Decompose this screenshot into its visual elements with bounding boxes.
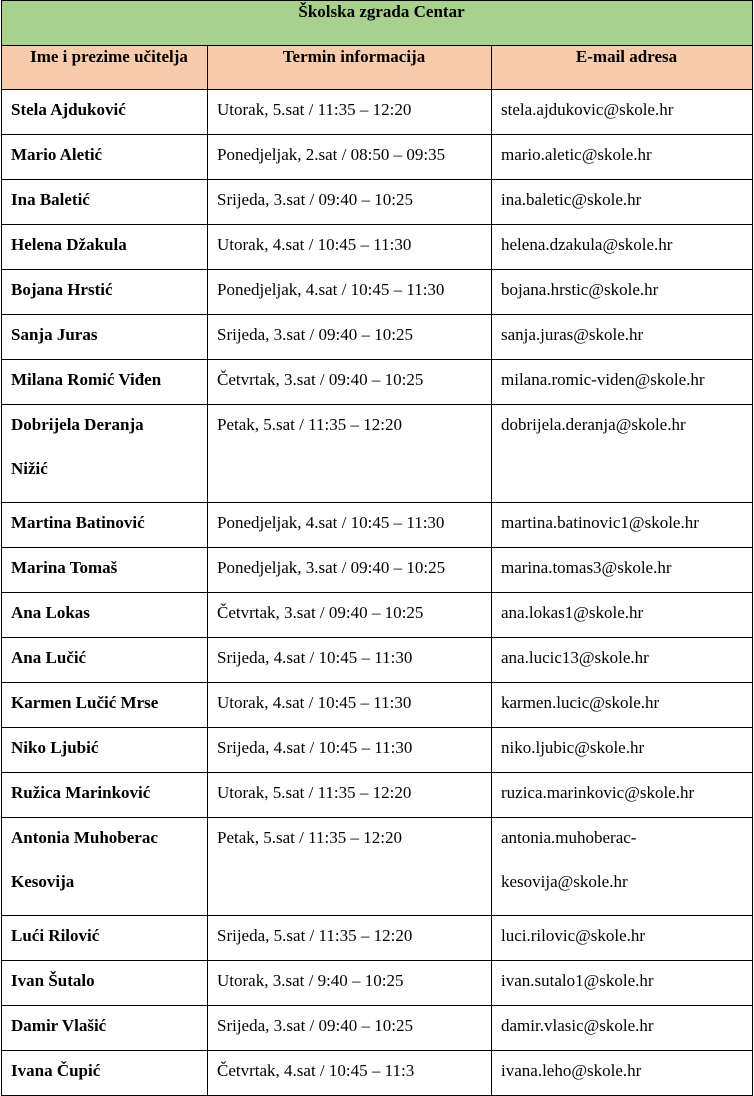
teacher-name-cell [2, 270, 208, 315]
consultation-term-cell [208, 360, 492, 405]
consultation-term-cell [208, 270, 492, 315]
consultation-term-text: Četvrtak, 3.sat / 09:40 – 10:25 [217, 370, 424, 389]
consultation-term-text: Srijeda, 3.sat / 09:40 – 10:25 [217, 1016, 413, 1035]
email-address-text: kesovija@skole.hr [501, 872, 628, 891]
table-row [2, 225, 753, 270]
email-address-text: helena.dzakula@skole.hr [501, 235, 673, 254]
consultation-term-text: Srijeda, 4.sat / 10:45 – 11:30 [217, 648, 413, 667]
table-row [2, 728, 753, 773]
consultation-term-text: Utorak, 4.sat / 10:45 – 11:30 [217, 693, 412, 712]
consultation-term-text: Srijeda, 4.sat / 10:45 – 11:30 [217, 738, 413, 757]
teacher-name-text: Helena Džakula [11, 235, 127, 254]
email-address-text: ana.lucic13@skole.hr [501, 648, 649, 667]
table-body [2, 90, 753, 1096]
teacher-name-cell [2, 225, 208, 270]
table-row [2, 593, 753, 638]
consultation-term-cell [208, 405, 492, 503]
consultation-term-cell [208, 683, 492, 728]
consultation-term-cell [208, 593, 492, 638]
table-row [2, 818, 753, 916]
teacher-name-text: Marina Tomaš [11, 558, 118, 577]
column-header-email: E-mail adresa [492, 46, 753, 90]
teacher-name-text: Ana Lučić [11, 648, 87, 667]
table-row [2, 270, 753, 315]
consultation-term-text: Srijeda, 5.sat / 11:35 – 12:20 [217, 926, 413, 945]
email-address-text: mario.aletic@skole.hr [501, 145, 652, 164]
email-cell [492, 360, 753, 405]
email-address-text: bojana.hrstic@skole.hr [501, 280, 659, 299]
teacher-name-cell [2, 1006, 208, 1051]
email-cell [492, 728, 753, 773]
consultation-term-text: Utorak, 5.sat / 11:35 – 12:20 [217, 100, 412, 119]
consultation-term-text: Četvrtak, 4.sat / 10:45 – 11:3 [217, 1061, 415, 1080]
table-row [2, 180, 753, 225]
teacher-name-text: Bojana Hrstić [11, 280, 113, 299]
teacher-name-cell [2, 1051, 208, 1096]
teacher-name-cell [2, 180, 208, 225]
teacher-name-cell [2, 315, 208, 360]
email-address-text: ivana.leho@skole.hr [501, 1061, 642, 1080]
teacher-name-cell [2, 818, 208, 916]
consultation-term-cell [208, 315, 492, 360]
email-cell [492, 180, 753, 225]
email-address-text: damir.vlasic@skole.hr [501, 1016, 654, 1035]
email-cell [492, 961, 753, 1006]
teacher-name-text: Lući Rilović [11, 926, 100, 945]
consultation-term-text: Ponedjeljak, 3.sat / 09:40 – 10:25 [217, 558, 446, 577]
teacher-name-text: Karmen Lučić Mrse [11, 693, 159, 712]
consultation-term-cell [208, 773, 492, 818]
email-cell [492, 315, 753, 360]
column-header-name: Ime i prezime učitelja [2, 46, 208, 90]
teacher-name-cell [2, 683, 208, 728]
consultation-term-cell [208, 135, 492, 180]
email-cell [492, 1006, 753, 1051]
email-cell [492, 405, 753, 503]
consultation-term-cell [208, 180, 492, 225]
consultation-term-text: Utorak, 3.sat / 9:40 – 10:25 [217, 971, 404, 990]
email-address-text: ana.lokas1@skole.hr [501, 603, 644, 622]
email-cell [492, 638, 753, 683]
consultation-term-text: Petak, 5.sat / 11:35 – 12:20 [217, 415, 402, 434]
consultation-term-cell [208, 916, 492, 961]
consultation-term-text: Ponedjeljak, 4.sat / 10:45 – 11:30 [217, 280, 445, 299]
teacher-name-cell [2, 548, 208, 593]
teacher-name-text: Dobrijela Deranja [11, 415, 144, 434]
teacher-name-cell [2, 593, 208, 638]
teacher-name-cell [2, 773, 208, 818]
email-cell [492, 593, 753, 638]
consultation-term-cell [208, 818, 492, 916]
teacher-name-text: Ružica Marinković [11, 783, 151, 802]
table-row [2, 773, 753, 818]
teacher-name-text: Antonia Muhoberac [11, 828, 158, 847]
teacher-name-text: Mario Aletić [11, 145, 103, 164]
consultation-term-text: Ponedjeljak, 2.sat / 08:50 – 09:35 [217, 145, 446, 164]
table-title: Školska zgrada Centar [2, 1, 753, 46]
column-header-term: Termin informacija [208, 46, 492, 90]
teacher-name-text: Kesovija [11, 872, 75, 891]
consultation-term-cell [208, 1051, 492, 1096]
email-cell [492, 683, 753, 728]
teacher-name-text: Ivan Šutalo [11, 971, 95, 990]
table-row [2, 638, 753, 683]
email-cell [492, 1051, 753, 1096]
table-row [2, 961, 753, 1006]
teacher-name-text: Ivana Čupić [11, 1061, 101, 1080]
consultation-term-cell [208, 225, 492, 270]
email-address-text: ivan.sutalo1@skole.hr [501, 971, 654, 990]
teacher-name-text: Milana Romić Viđen [11, 370, 162, 389]
email-address-text: milana.romic-viden@skole.hr [501, 370, 705, 389]
email-address-text: karmen.lucic@skole.hr [501, 693, 660, 712]
table-row [2, 503, 753, 548]
table-row [2, 1051, 753, 1096]
teacher-name-cell [2, 503, 208, 548]
email-cell [492, 773, 753, 818]
teacher-name-cell [2, 90, 208, 135]
email-address-text: stela.ajdukovic@skole.hr [501, 100, 674, 119]
email-cell [492, 90, 753, 135]
table-row [2, 360, 753, 405]
table-row [2, 916, 753, 961]
teacher-schedule-table [1, 0, 753, 1096]
teacher-name-text: Martina Batinović [11, 513, 145, 532]
email-address-text: antonia.muhoberac- [501, 828, 637, 847]
email-cell [492, 818, 753, 916]
consultation-term-cell [208, 503, 492, 548]
email-address-text: luci.rilovic@skole.hr [501, 926, 646, 945]
email-cell [492, 548, 753, 593]
table-row [2, 135, 753, 180]
teacher-name-cell [2, 961, 208, 1006]
teacher-name-cell [2, 728, 208, 773]
teacher-name-text: Damir Vlašić [11, 1016, 107, 1035]
teacher-name-cell [2, 135, 208, 180]
consultation-term-text: Ponedjeljak, 4.sat / 10:45 – 11:30 [217, 513, 445, 532]
table-row [2, 1006, 753, 1051]
table-row [2, 90, 753, 135]
email-cell [492, 503, 753, 548]
consultation-term-text: Srijeda, 3.sat / 09:40 – 10:25 [217, 325, 413, 344]
consultation-term-text: Četvrtak, 3.sat / 09:40 – 10:25 [217, 603, 424, 622]
email-cell [492, 225, 753, 270]
consultation-term-text: Petak, 5.sat / 11:35 – 12:20 [217, 828, 402, 847]
teacher-name-cell [2, 638, 208, 683]
email-address-text: ina.baletic@skole.hr [501, 190, 642, 209]
teacher-name-text: Ina Baletić [11, 190, 90, 209]
consultation-term-cell [208, 961, 492, 1006]
email-address-text: sanja.juras@skole.hr [501, 325, 644, 344]
email-address-text: martina.batinovic1@skole.hr [501, 513, 699, 532]
email-cell [492, 916, 753, 961]
email-address-text: dobrijela.deranja@skole.hr [501, 415, 686, 434]
consultation-term-cell [208, 548, 492, 593]
consultation-term-cell [208, 90, 492, 135]
consultation-term-text: Srijeda, 3.sat / 09:40 – 10:25 [217, 190, 413, 209]
teacher-name-text: Niko Ljubić [11, 738, 99, 757]
table-row [2, 548, 753, 593]
consultation-term-cell [208, 728, 492, 773]
email-cell [492, 270, 753, 315]
email-address-text: ruzica.marinkovic@skole.hr [501, 783, 695, 802]
email-address-text: niko.ljubic@skole.hr [501, 738, 645, 757]
teacher-name-text: Nižić [11, 459, 48, 478]
teacher-name-text: Sanja Juras [11, 325, 98, 344]
consultation-term-cell [208, 638, 492, 683]
teacher-name-cell [2, 916, 208, 961]
table-row [2, 405, 753, 503]
consultation-term-cell [208, 1006, 492, 1051]
teacher-name-text: Stela Ajduković [11, 100, 126, 119]
table-row [2, 683, 753, 728]
teacher-name-cell [2, 360, 208, 405]
email-cell [492, 135, 753, 180]
consultation-term-text: Utorak, 4.sat / 10:45 – 11:30 [217, 235, 412, 254]
teacher-name-text: Ana Lokas [11, 603, 90, 622]
teacher-name-cell [2, 405, 208, 503]
table-row [2, 315, 753, 360]
consultation-term-text: Utorak, 5.sat / 11:35 – 12:20 [217, 783, 412, 802]
email-address-text: marina.tomas3@skole.hr [501, 558, 672, 577]
